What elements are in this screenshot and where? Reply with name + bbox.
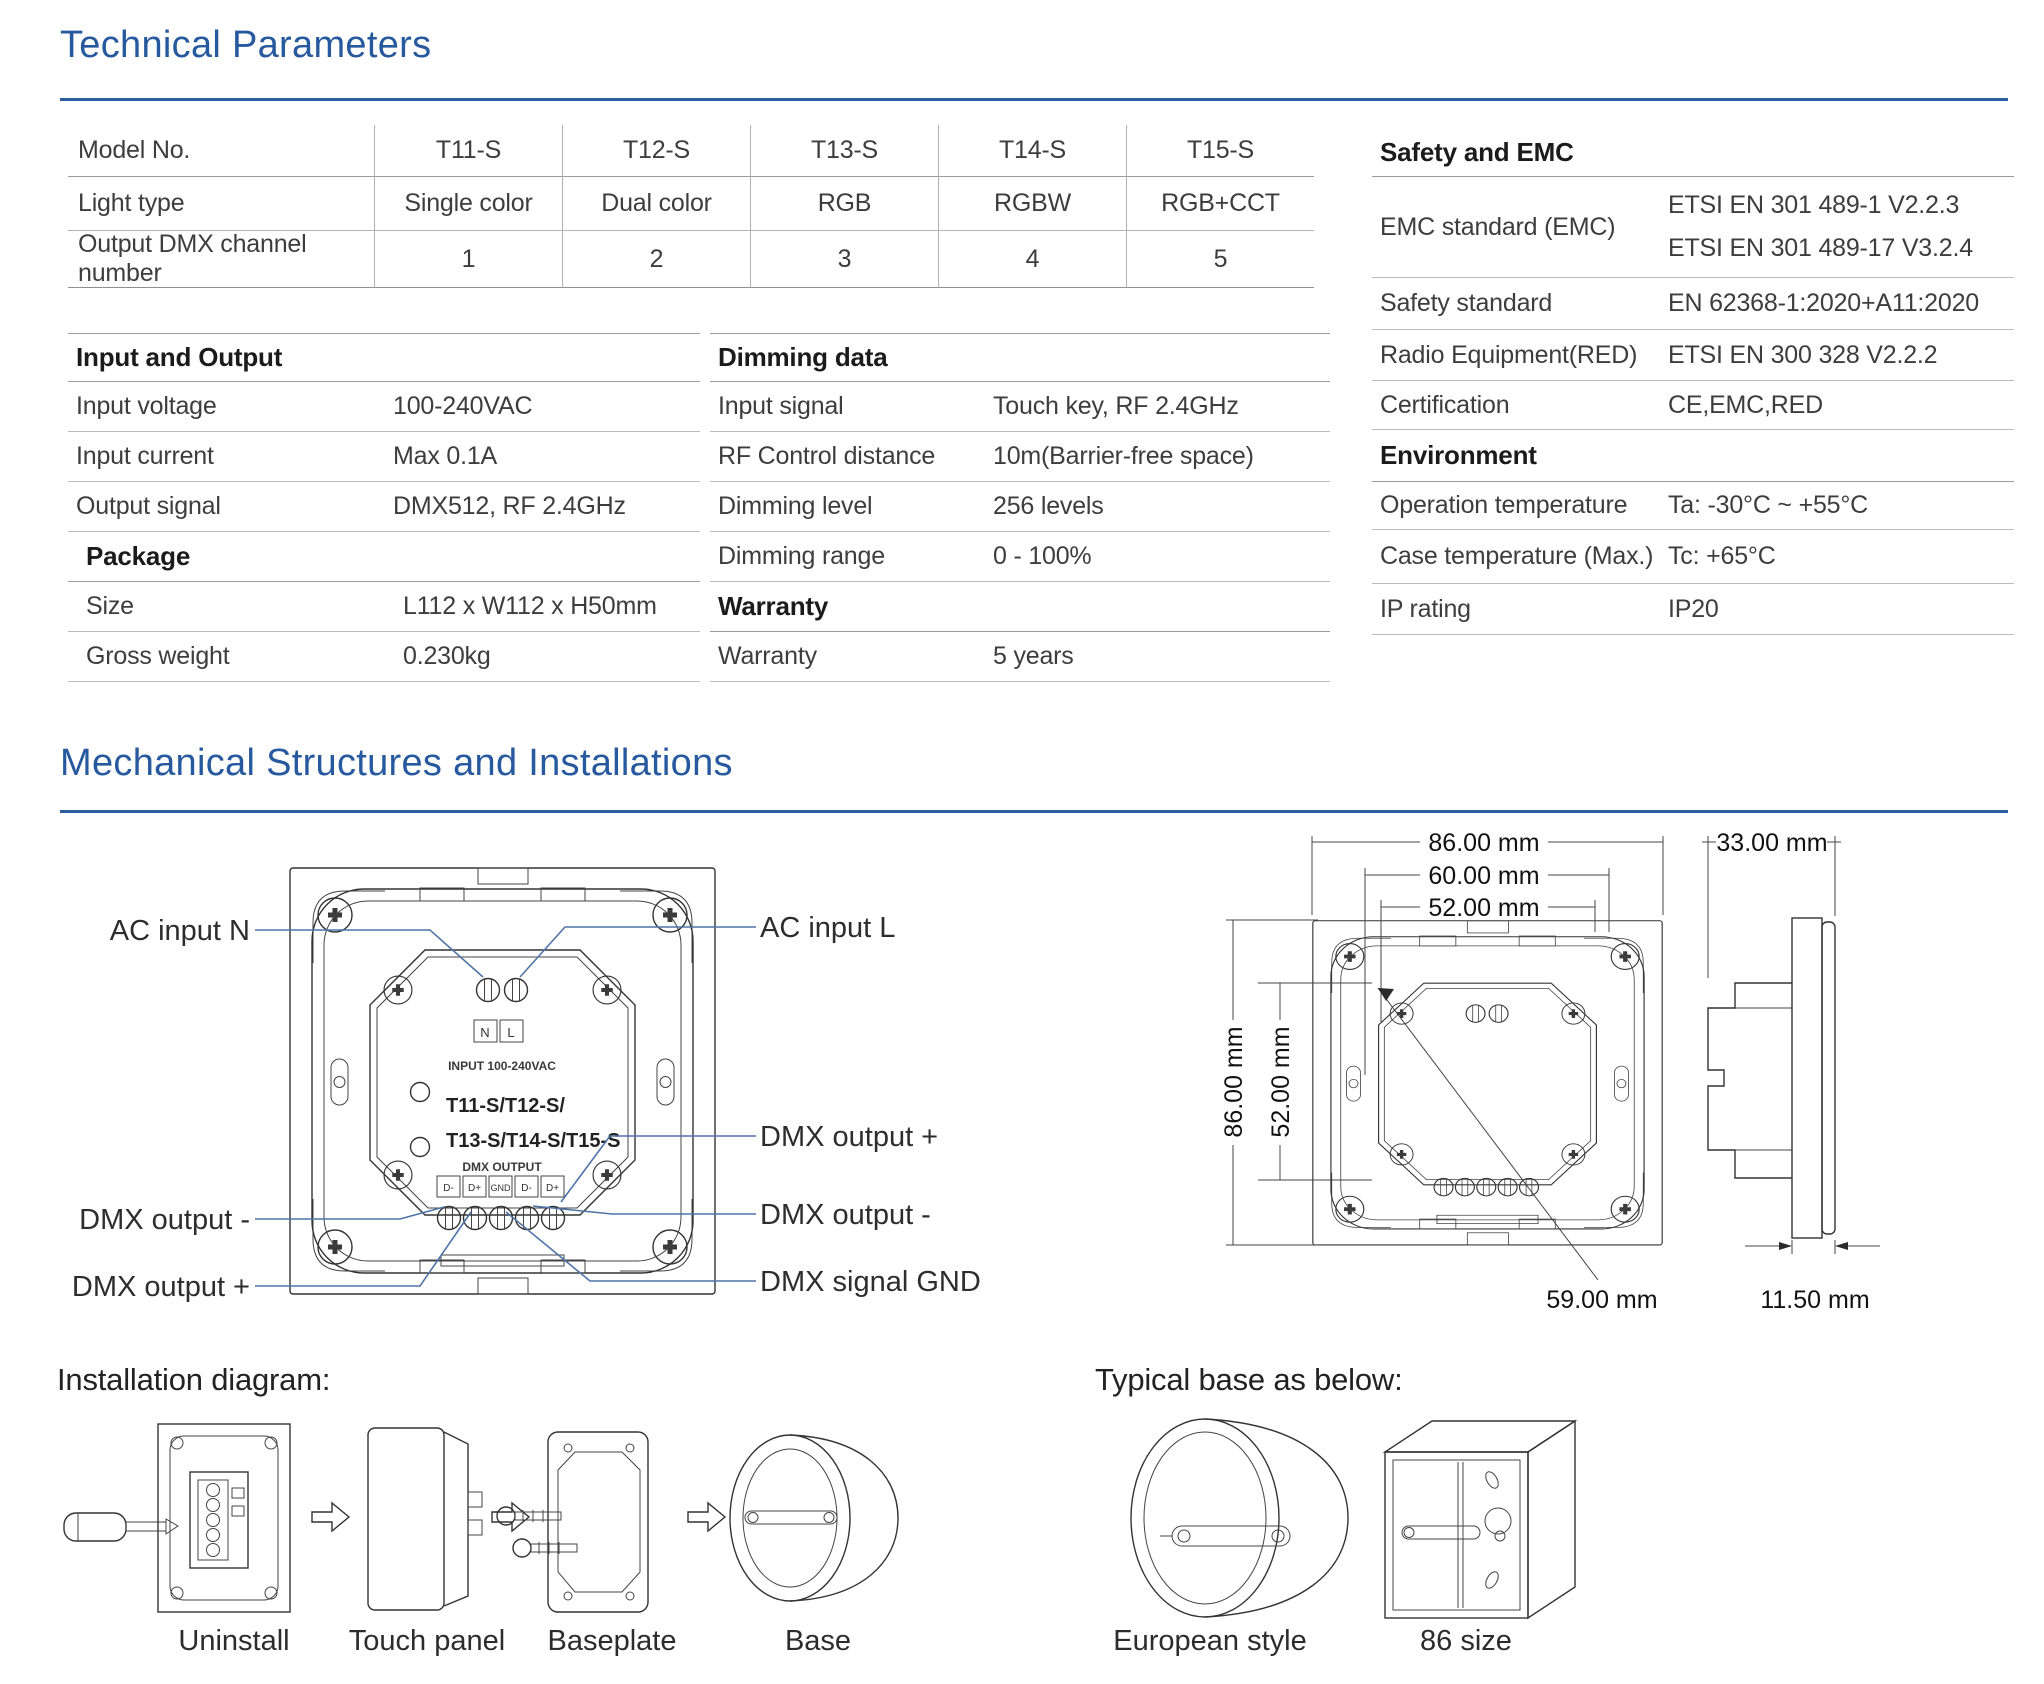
base-drawing [730,1435,898,1601]
row-label: Input voltage [76,392,217,420]
table-row [68,382,700,432]
table-row [1372,177,2014,278]
dimming-table [710,333,1330,682]
row-label: Input current [76,442,214,470]
light-type-cell: RGB [750,177,938,231]
input-rating-text: INPUT 100-240VAC [448,1059,556,1073]
safety-emc-table [1372,128,2014,635]
model-t14s: T14-S [938,125,1126,177]
row-value: IP20 [1668,594,1719,623]
row-label: Output signal [76,492,221,520]
environment-title: Environment [1380,440,1537,470]
label-dmx-output-minus-right: DMX output - [760,1199,931,1231]
section-title-mechanical: Mechanical Structures and Installations [60,742,733,784]
row-label: Case temperature (Max.) [1380,542,1654,570]
model-t12s: T12-S [562,125,750,177]
label-dmx-output-minus-left: DMX output - [79,1204,250,1236]
table-section-heading [68,334,700,382]
table-row [710,432,1330,482]
table-section-heading [1372,430,2014,482]
step-arrow [688,1503,725,1531]
row-value: EN 62368-1:2020+A11:2020 [1668,289,1979,317]
row-value: 0.230kg [403,642,491,670]
base-label-86-size: 86 size [1420,1625,1512,1657]
step-label-baseplate: Baseplate [547,1625,677,1657]
row-value: Touch key, RF 2.4GHz [993,392,1239,420]
table-section-heading [710,334,1330,382]
terminal-box-label: D- [521,1183,532,1194]
table-row [1372,482,2014,530]
label-ac-input-n: AC input N [109,915,250,947]
dim-left-52: 52.00 mm [1267,1026,1295,1138]
typical-base-title: Typical base as below: [1095,1362,1403,1397]
dim-side-1150: 11.50 mm [1760,1286,1870,1314]
table-row [710,632,1330,682]
dim-left-86: 86.00 mm [1220,1026,1248,1138]
dmx-output-text: DMX OUTPUT [462,1160,542,1174]
table-row [710,532,1330,582]
dim-top-60: 60.00 mm [1428,862,1540,890]
row-value: DMX512, RF 2.4GHz [393,492,626,520]
base-label-european: European style [1113,1625,1307,1657]
row-label: Gross weight [86,642,230,670]
channel-cell: 1 [374,231,562,288]
label-dmx-signal-gnd: DMX signal GND [760,1266,981,1298]
row-value: CE,EMC,RED [1668,390,1823,419]
arrowhead [1835,1242,1848,1250]
safety-title: Safety and EMC [1380,136,1574,167]
terminal-box-label: D- [443,1183,454,1194]
row-value: 0 - 100% [993,542,1092,570]
model-t11s: T11-S [374,125,562,177]
light-type-cell: Dual color [562,177,750,231]
uninstall-drawing [64,1424,290,1612]
step-label-base: Base [784,1625,852,1657]
table-row [1372,530,2014,584]
section-title-technical-parameters: Technical Parameters [60,24,432,66]
warranty-title: Warranty [718,591,829,621]
side-view-drawing [1702,829,1880,1314]
package-title: Package [86,541,191,571]
module-model-line2: T13-S/T14-S/T15-S [446,1130,621,1152]
terminal-box-label: GND [490,1183,511,1193]
european-style-drawing [1131,1419,1348,1617]
light-type-label: Light type [68,177,374,231]
step-label-touch-panel: Touch panel [348,1625,506,1657]
installation-diagram-title: Installation diagram: [57,1362,331,1397]
section-rule [60,810,2008,813]
model-no-header: Model No. [68,125,374,177]
row-value: Ta: -30°C ~ +55°C [1668,491,1869,519]
table-row [1372,278,2014,330]
emc-value-line: ETSI EN 301 489-17 V3.2.4 [1668,234,1973,262]
row-label: Radio Equipment(RED) [1380,340,1638,369]
terminal-n-label: N [480,1025,490,1040]
row-label: Size [86,592,134,620]
dim-top-52: 52.00 mm [1428,894,1540,922]
row-value: 10m(Barrier-free space) [993,442,1254,470]
table-row [68,177,1314,231]
dim-top-86: 86.00 mm [1428,829,1540,857]
row-value: 5 years [993,642,1074,670]
model-t15s: T15-S [1126,125,1314,177]
channel-cell: 5 [1126,231,1314,288]
row-label: IP rating [1380,594,1471,623]
row-value: Tc: +65°C [1668,542,1776,570]
installation-drawings [0,1400,2044,1684]
row-label: Dimming range [718,542,885,570]
light-type-cell: RGB+CCT [1126,177,1314,231]
row-value: 256 levels [993,492,1104,520]
dimming-title: Dimming data [718,342,888,372]
light-type-cell: RGBW [938,177,1126,231]
input-output-table [68,333,700,682]
table-section-heading [68,532,700,582]
row-value: ETSI EN 300 328 V2.2.2 [1668,340,1938,369]
table-row [1372,381,2014,430]
touch-panel-drawing [368,1428,482,1610]
row-label: Operation temperature [1380,491,1628,519]
table-row [710,482,1330,532]
step-label-uninstall: Uninstall [178,1625,290,1657]
row-value: 100-240VAC [393,392,533,420]
emc-value-line: ETSI EN 301 489-1 V2.2.3 [1668,191,1960,219]
section-rule [60,98,2008,101]
row-value [1668,191,1973,263]
step-arrow [312,1503,349,1531]
module-model-line1: T11-S/T12-S/ [446,1095,565,1117]
row-label: Certification [1380,390,1510,419]
channel-label: Output DMX channel number [68,231,374,288]
label-dmx-output-plus-right: DMX output + [760,1121,939,1153]
dim-side-33: 33.00 mm [1716,829,1828,857]
label-dmx-output-plus-left: DMX output + [71,1271,250,1303]
arrowhead [1378,988,1394,1001]
dimension-view-drawing [1220,829,1663,1314]
size-86-drawing [1385,1421,1575,1618]
light-type-cell: Single color [374,177,562,231]
row-label: Input signal [718,392,844,420]
row-value: L112 x W112 x H50mm [403,592,657,620]
model-table [68,125,1314,288]
channel-cell: 2 [562,231,750,288]
row-label: Dimming level [718,492,873,520]
row-value: Max 0.1A [393,442,498,470]
row-label: Warranty [718,642,817,670]
row-label: EMC standard (EMC) [1380,212,1616,241]
channel-cell: 3 [750,231,938,288]
label-ac-input-l: AC input L [760,912,896,944]
table-row [68,482,700,532]
mechanical-drawings [0,820,2044,1340]
table-row [68,582,700,632]
channel-cell: 4 [938,231,1126,288]
terminal-box-label: D+ [545,1183,560,1194]
table-row [710,382,1330,432]
table-row [68,632,700,682]
table-row [68,125,1314,177]
arrowhead [1779,1242,1792,1250]
table-row [68,432,700,482]
row-label: Safety standard [1380,289,1553,317]
table-section-heading [710,582,1330,632]
table-row [68,231,1314,288]
model-t13s: T13-S [750,125,938,177]
terminal-l-label: L [507,1025,515,1040]
table-row [1372,330,2014,381]
dim-bottom-59: 59.00 mm [1546,1286,1658,1314]
io-title: Input and Output [76,342,283,372]
terminal-box-label: D+ [467,1183,482,1194]
table-section-heading [1372,128,2014,177]
row-label: RF Control distance [718,442,936,470]
rear-view-drawing [72,868,981,1303]
table-row [1372,584,2014,635]
